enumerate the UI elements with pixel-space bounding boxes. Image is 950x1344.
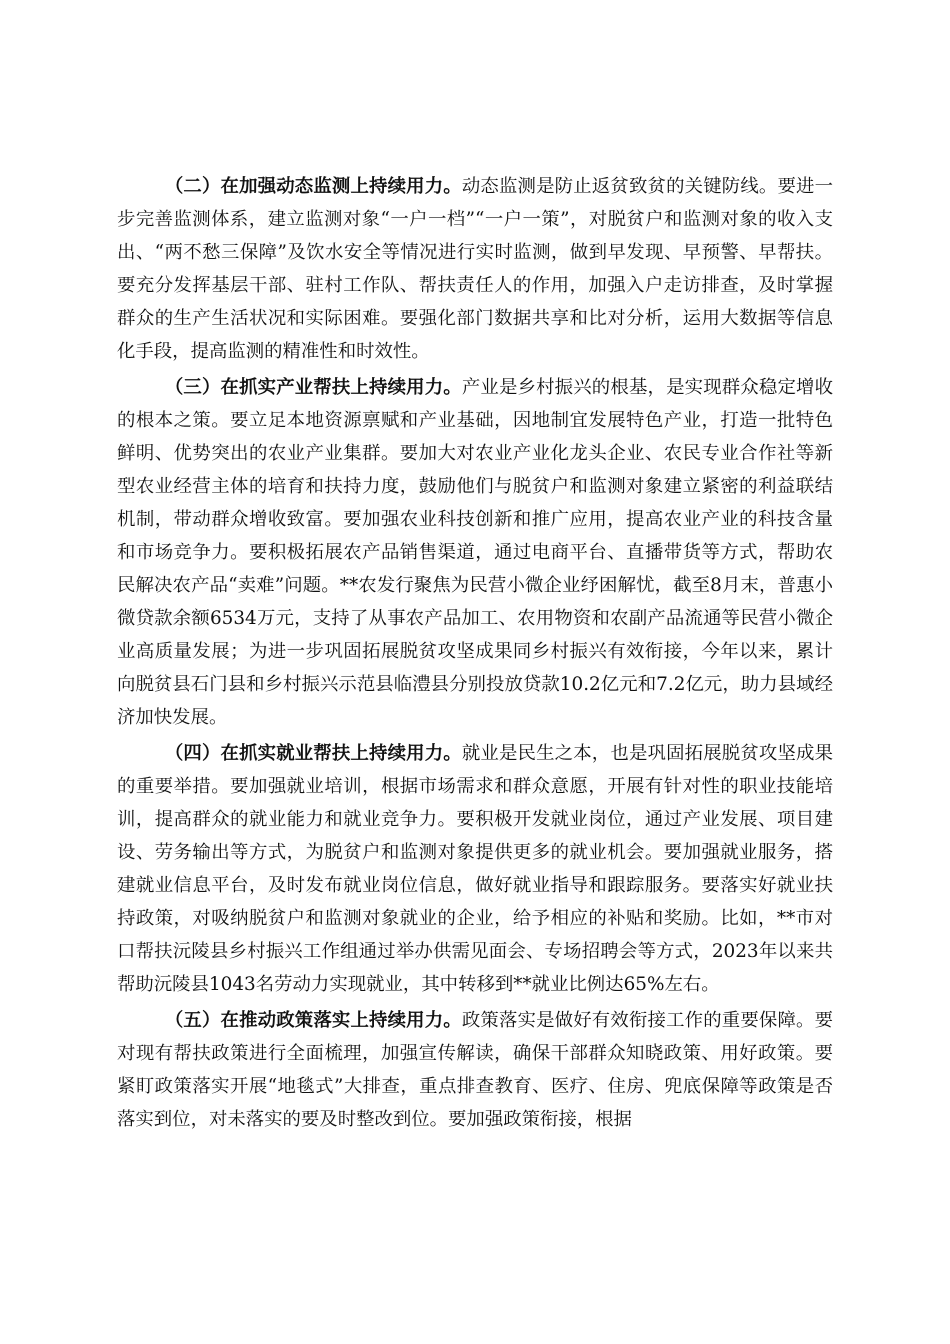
- paragraph-heading: （五）在推动政策落实上持续用力。: [164, 1010, 462, 1031]
- paragraph-employment: [117, 737, 833, 1001]
- paragraph-policy: [117, 1004, 833, 1136]
- paragraph-heading: （二）在加强动态监测上持续用力。: [164, 176, 462, 197]
- paragraph-text: 政策落实是做好有效衔接工作的重要保障。要对现有帮扶政策进行全面梳理，加强宣传解读，确保干部群众知晓政策、用好政策。要紧盯政策落实开展“地毯式”大排查，重点排查教育、医疗、住房、兜底保障等政策是否落实到位，对未落实的要及时整改到位。要加强政策衔接，根据: [117, 1010, 833, 1130]
- paragraph-text: 就业是民生之本，也是巩固拓展脱贫攻坚成果的重要举措。要加强就业培训，根据市场需求和群众意愿，开展有针对性的职业技能培训，提高群众的就业能力和就业竞争力。要积极开发就业岗位，通过产业发展、项目建设、劳务输出等方式，为脱贫户和监测对象提供更多的就业机会。要加强就业服务，搭建就业信息平台，及时发布就业岗位信息，做好就业指导和跟踪服务。要落实好就业扶持政策，对吸纳脱贫户和监测对象就业的企业，给予相应的补贴和奖励。比如，**市对口帮扶沅陵县乡村振兴工作组通过举办供需见面会、专场招聘会等方式，2023年以来共帮助沅陵县1043名劳动力实现就业，其中转移到**就业比例达65%左右。: [117, 743, 833, 995]
- paragraph-industry: [117, 371, 833, 734]
- paragraph-text: 动态监测是防止返贫致贫的关键防线。要进一步完善监测体系，建立监测对象“一户一档”“一户一策”，对脱贫户和监测对象的收入支出、“两不愁三保障”及饮水安全等情况进行实时监测，做到早发现、早预警、早帮扶。要充分发挥基层干部、驻村工作队、帮扶责任人的作用，加强入户走访排查，及时掌握群众的生产生活状况和实际困难。要强化部门数据共享和比对分析，运用大数据等信息化手段，提高监测的精准性和时效性。: [117, 176, 833, 362]
- paragraph-heading: （四）在抓实就业帮扶上持续用力。: [164, 743, 462, 764]
- paragraph-heading: （三）在抓实产业帮扶上持续用力。: [164, 377, 462, 398]
- paragraph-monitoring: [117, 170, 833, 368]
- paragraph-text: 产业是乡村振兴的根基，是实现群众稳定增收的根本之策。要立足本地资源禀赋和产业基础，因地制宜发展特色产业，打造一批特色鲜明、优势突出的农业产业集群。要加大对农业产业化龙头企业、农民专业合作社等新型农业经营主体的培育和扶持力度，鼓励他们与脱贫户和监测对象建立紧密的利益联结机制，带动群众增收致富。要加强农业科技创新和推广应用，提高农业产业的科技含量和市场竞争力。要积极拓展农产品销售渠道，通过电商平台、直播带货等方式，帮助农民解决农产品“卖难”问题。**农发行聚焦为民营小微企业纾困解忧，截至8月末，普惠小微贷款余额6534万元，支持了从事农产品加工、农用物资和农副产品流通等民营小微企业高质量发展；为进一步巩固拓展脱贫攻坚成果同乡村振兴有效衔接，今年以来，累计向脱贫县石门县和乡村振兴示范县临澧县分别投放贷款10.2亿元和7.2亿元，助力县域经济加快发展。: [117, 377, 833, 728]
- document-body: [117, 170, 833, 1139]
